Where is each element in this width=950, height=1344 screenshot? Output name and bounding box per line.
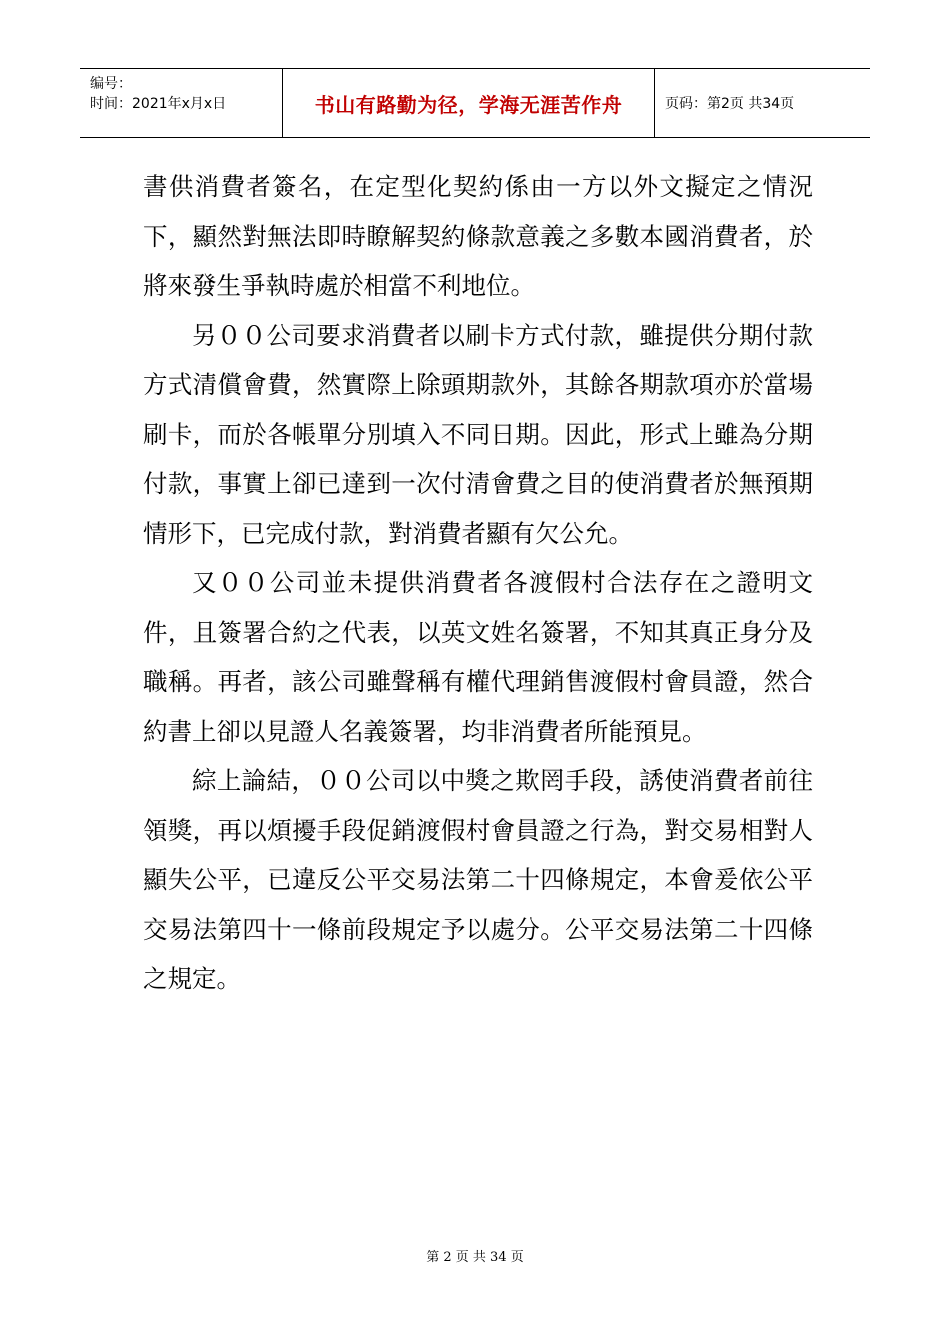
paragraph: 另００公司要求消費者以刷卡方式付款，雖提供分期付款方式清償會費，然實際上除頭期款外，其餘各期款項亦於當場刷卡，而於各帳單分別填入不同日期。因此，形式上雖為分期付款，事實上卻已達到一次付清會費之目的使消費者於無預期情形下，已完成付款，對消費者顯有欠公允。 <box>143 320 813 548</box>
header-motto: 书山有路勤为径，学海无涯苦作舟 <box>314 92 623 117</box>
header-page-info: 页码：第2页 共34页 <box>665 96 795 112</box>
page-header <box>80 68 870 138</box>
document-body <box>143 162 813 1004</box>
header-meta <box>80 69 283 137</box>
number-label: 编号： <box>90 76 132 92</box>
paragraph: 綜上論結，００公司以中獎之欺罔手段，誘使消費者前往領獎，再以煩擾手段促銷渡假村會員證之行為，對交易相對人顯失公平，已違反公平交易法第二十四條規定，本會爰依公平交易法第四十一條前段規定予以處分。公平交易法第二十四條之規定。 <box>143 766 813 993</box>
header-motto-cell <box>283 69 655 137</box>
time-label: 时间：2021年x月x日 <box>90 96 227 112</box>
paragraph: 又００公司並未提供消費者各渡假村合法存在之證明文件，且簽署合約之代表，以英文姓名簽署，不知其真正身分及職稱。再者，該公司雖聲稱有權代理銷售渡假村會員證，然合約書上卻以見證人名義簽署，均非消費者所能預見。 <box>143 568 813 746</box>
header-page-cell <box>655 69 870 137</box>
page-footer: 第 2 页 共 34 页 <box>426 1250 524 1265</box>
paragraph-continued: 書供消費者簽名，在定型化契約係由一方以外文擬定之情況下，顯然對無法即時瞭解契約條款意義之多數本國消費者，於將來發生爭執時處於相當不利地位。 <box>143 172 813 300</box>
